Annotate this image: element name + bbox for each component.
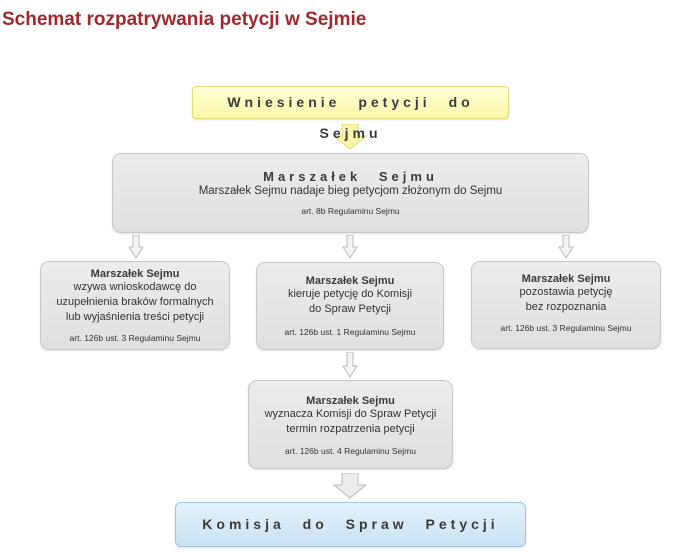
branch-box-line: bez rozpoznania (525, 301, 607, 313)
branch-box-heading: Marszałek Sejmu (90, 268, 180, 280)
main-box-reference: art. 8b Regulaminu Sejmu (301, 206, 400, 216)
deadline-box-line: wyznacza Komisji do Spraw Petycji (264, 408, 437, 420)
branch-box-line: kieruje petycję do Komisji (287, 288, 413, 300)
deadline-box-line: termin rozpatrzenia petycji (286, 423, 415, 435)
branch-box-line: lub wyjaśnienia treści petycji (65, 311, 205, 323)
main-box-description: Marszałek Sejmu nadaje bieg petycjom złożonym do Sejmu (198, 185, 503, 197)
branch-box-line: do Spraw Petycji (309, 303, 391, 315)
branch-box-refer-to-committee (256, 262, 444, 350)
branch-box-heading: Marszałek Sejmu (305, 275, 395, 287)
branch-box-reference: art. 126b ust. 3 Regulaminu Sejmu (69, 333, 201, 343)
arrow-down-icon (342, 235, 358, 259)
branch-box-reference: art. 126b ust. 1 Regulaminu Sejmu (284, 327, 416, 337)
branch-box-line: wzywa wnioskodawcę do (73, 281, 197, 293)
branch-box-line: uzupełnienia braków formalnych (56, 296, 214, 308)
arrow-down-icon (342, 352, 358, 378)
branch-box-reference: art. 126b ust. 3 Regulaminu Sejmu (500, 323, 632, 333)
deadline-box-reference: art. 126b ust. 4 Regulaminu Sejmu (285, 446, 416, 456)
main-box-heading: Marszałek Sejmu (263, 169, 438, 184)
branch-box-line: pozostawia petycję (519, 286, 613, 298)
start-box: Wniesienie petycji do Sejmu (192, 86, 509, 119)
arrow-down-icon (332, 473, 368, 499)
main-box (112, 153, 589, 233)
arrow-down-icon (558, 235, 574, 259)
branch-box-leave-unconsidered (471, 261, 661, 349)
end-box: Komisja do Spraw Petycji (175, 502, 526, 547)
page-title: Schemat rozpatrywania petycji w Sejmie (2, 9, 367, 30)
branch-box-heading: Marszałek Sejmu (521, 273, 611, 285)
deadline-box-heading: Marszałek Sejmu (306, 395, 395, 407)
arrow-down-icon (128, 235, 144, 259)
deadline-box (248, 380, 453, 469)
branch-box-complete-request (40, 261, 230, 350)
